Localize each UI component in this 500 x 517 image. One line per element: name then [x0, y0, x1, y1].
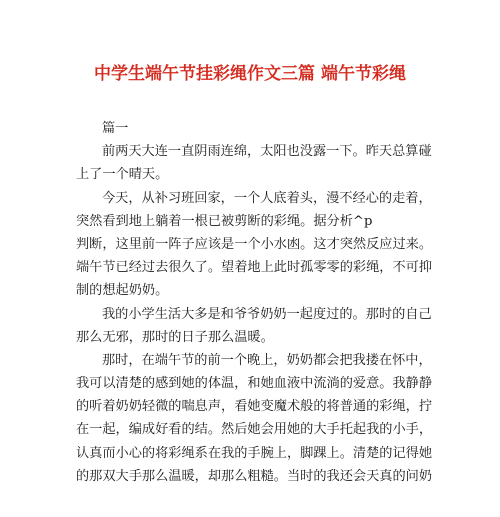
paragraph-line: 那时，在端午节的前一个晚上，奶奶都会把我搂在怀中，	[102, 352, 432, 368]
paragraph-line: 上了一个晴天。	[76, 167, 169, 183]
paragraph-line: 我可以清楚的感到她的体温，和她血液中流淌的爱意。我静静	[76, 376, 433, 392]
paragraph-line: 那么无邪，那时的日子那么温暖。	[76, 329, 274, 345]
article-body	[76, 117, 436, 488]
paragraph-line: 认真而小心的将彩绳系在我的手腕上，脚踝上。清楚的记得她	[76, 445, 433, 461]
paragraph-line: 的那双大手那么温暖，却那么粗糙。当时的我还会天真的问奶	[76, 468, 433, 484]
section-heading: 篇一	[102, 121, 129, 136]
paragraph-line: 判断，这里前一阵子应该是一个小水凼。这才突然反应过来。	[76, 236, 433, 252]
paragraph-line: 制的想起奶奶。	[76, 283, 169, 299]
paragraph-line: 我的小学生活大多是和爷爷奶奶一起度过的。那时的自己	[102, 306, 432, 322]
paragraph-line: 今天，从补习班回家，一个人底着头，漫不经心的走着，	[102, 190, 432, 206]
paragraph-line: 端午节已经过去很久了。望着地上此时孤零零的彩绳，不可抑	[76, 260, 433, 276]
paragraph-line: 前两天大连一直阴雨连绵，太阳也没露一下。昨天总算碰	[102, 144, 432, 160]
paragraph-line: 的听着奶奶轻微的喘息声，看她变魔术般的将普通的彩绳，拧	[76, 399, 433, 415]
paragraph-line: 突然看到地上躺着一根已被剪断的彩绳。据分析^p	[76, 213, 373, 229]
document-title: 中学生端午节挂彩绳作文三篇 端午节彩绳	[94, 64, 406, 84]
paragraph-line: 在一起，编成好看的结。然后她会用她的大手托起我的小手，	[76, 422, 433, 438]
